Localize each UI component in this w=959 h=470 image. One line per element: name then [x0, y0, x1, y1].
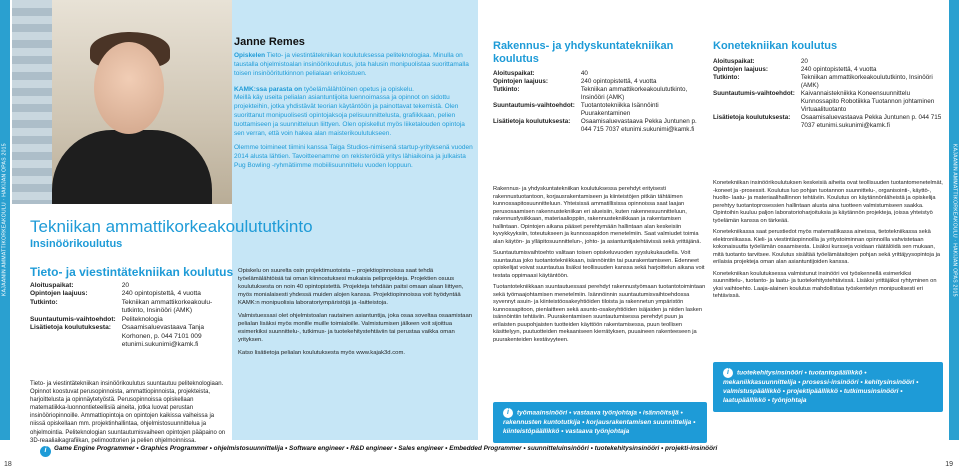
info-key: Lisätietoja koulutuksesta: [713, 114, 791, 122]
body-paragraph: Tuotantotekniikkaan suuntautuessasi perehdyt rakennustyömaan tuotantotoimintaan sekä työmaajohtamisen menetelmiin. Isännöinnin suuntautumisvaihtoehdossa syvennyt asuin- ja kiinteistöosakeyhtiöiden tiloista ja rakennetun ympäristön kunnossapitoon, pienlaitteen sekä asunto-osakeyhtiöiden isäjaiden ja niiden lasken isännöintiin tehtäviin. Puurakentamisen suuntautumisessa perehdyt puun ja erilaisten puupohjaisten tuotteiden käyttöön rakentamisessa, puun teollisen käsittelyyn, puutuotteiden mekaaniseen kierrätyksen, puuaineen rakenteeseen ja puurakenteiden kestävyyteen. [493, 284, 706, 343]
body-paragraph: Katso lisätietoja pelialan koulutuksesta myös www.kajak3d.com. [238, 349, 405, 356]
ryt-info [493, 70, 708, 134]
info-value: Tekniikan ammattikorkeakoulututkinto, Insinööri (AMK) [580, 86, 688, 102]
info-icon: i [40, 446, 51, 457]
body-paragraph: Suuntautumisvaihtoehto valitaan toisen opiskeluvuoden syyslukukaudella. Voit suuntautua joko tuotantotekniikkaan, isännöintiin tai puurakentamiseen. Edenneet opiskelijat voivat suuntautua lisäksi teollisuuden kanssa sekä harjoittelun aikana voit testata oppimaasi käytäntöön. [493, 250, 705, 279]
photo-shirt [52, 130, 212, 204]
tvt-body-cont [238, 268, 474, 358]
info-key: Aloituspaikat: [30, 282, 74, 289]
footer-text: Game Engine Programmer • Graphics Programmer • ohjelmistosuunnittelija • Software engineer • R&D engineer • Sales engineer • Embedded Programmer • suunnitteluinsinööri • tuotekehitysinsinööri • projekti-insinööri [54, 445, 718, 452]
info-value: Tekniikan ammattikorkeakoulututkinto, Insinööri (AMK) [800, 74, 933, 90]
info-value: Peliteknologia [121, 315, 163, 323]
ryt-body [493, 186, 707, 344]
info-key: Suuntautumis-vaihtoehdot: [493, 102, 575, 110]
info-key: Opintojen laajuus: [30, 290, 88, 298]
info-key: Aloituspaikat: [713, 58, 755, 65]
background-shelf [12, 0, 52, 204]
info-key: Suuntautumis-vaihtoehdot: [30, 315, 116, 323]
body-paragraph: Opiskelu on suurelta osin projektimuotoista – projektiopinnoissa saat tehdä työelämälähtöisiä tai oman kiinnostuksesi mukaisia peliprojekteja. Projektien osuus koulutuksesta on noin 40 opintopistettä. Projekteja tehdään paitsi omaan alaan liittyen, myös monialaisesti yhdessä muiden alojen kanssa. Projektiopinnoissa voit hyödyntää KAMK:n monipuolisia laboratoriympäristöjä ja -laitteistoja. [238, 268, 464, 306]
side-strip-left [0, 0, 10, 440]
footer-career-list [40, 444, 920, 453]
info-value: 20 [121, 282, 130, 289]
info-key: Opintojen laajuus: [713, 66, 768, 74]
tvt-body: Tieto- ja viestintätekniikan insinöörikoulutus suuntautuu peliteknologiaan. Opinnot koostuvat perusopinnoista, ammattiopinnoista, projekteista, harjoittelusta ja opinnäytetyöstä. Perusopinnoissa opiskellaan matematiikka-luonnontieteellisiä aineita, jotka luovat perustan insinööriopinnoille. Ammattiopintoja on opintojen kaikissa vaiheissa ja niissä opiskellaan mm. projektinhallintaa, ohjelmistosuunnittelua ja ohjelmointia. Peliteknologian suuntautumisvaiheen opintojen pääpaino on 3D-reaaliaikagrafiikan, pelimoottorien ja pelien ohjelmoinnissa. [30, 381, 226, 444]
testimonial-paragraph: Olemme toimineet tiimini kanssa Taiga Studios-nimisenä startup-yrityksenä vuoden 2014 alusta lähtien. Tavoitteenamme on rekisteröidä yritys lähiaikoina ja julkaista Pug Bowling -ryhmätiimme mobiilisuunnittelu vuoden loppuun. [234, 144, 473, 169]
tvt-heading: Tieto- ja viestintätekniikan koulutus [30, 265, 234, 279]
info-value: Osaamisaluevastaava Pekka Juntunen p. 044 715 7037 etunimi.sukunimi@kamk.fi [580, 118, 697, 134]
page-subtitle: Insinöörikoulutus [30, 238, 123, 250]
kt-body [713, 180, 943, 301]
intro-text: Tieto- ja viestintätekniikan koulutuksessa peliteknologiaa. Minulla on taustalla ohjelmistoalan insinöörikoulutus, jota halusin monipuolistaa suorittamalla toisen insinööritutkinnon pelialaan erikoistuen. [234, 52, 469, 78]
ryt-career-tags: työmaainsinööri • vastaava työnjohtaja • isännöitsijä • rakennusten kuntotutkija • korjausrakentamisen suunnittelija • kiinteistöpäällikkö • vastaava työnjohtaja [503, 409, 696, 435]
info-value: Tuotantotekniikka Isännöinti Puurakentaminen [580, 102, 659, 118]
info-icon: i [723, 368, 733, 378]
side-text-right: KAJAANIN AMMATTIKORKEAKOULU · HAKIJAN OPAS 2015 [951, 143, 958, 297]
testimonial-subheading [234, 85, 474, 94]
kt-info [713, 58, 943, 130]
info-icon: i [503, 408, 513, 418]
student-photo [12, 0, 232, 204]
kt-career-box [713, 362, 943, 412]
side-text-left: KAJAANIN AMMATTIKORKEAKOULU · HAKIJAN OPAS 2015 [1, 143, 8, 297]
info-key: Opintojen laajuus: [493, 78, 548, 86]
page-title: Tekniikan ammattikorkeakoulututkinto [30, 217, 313, 236]
info-key: Tutkinto: [713, 74, 740, 82]
info-value: 40 [580, 70, 588, 77]
body-paragraph: Konetekniikan insinöörikoulutuksen keskeisiä aiheita ovat teollisuuden tuotantomenetelmät, -koneet ja -prosessit. Koulutus luo pohjan tuotannon suunnittelu-, organisointi-, käyttö-, huolto- laatu- ja materiaalihallinnon tehtäviin. Koulutus on käytännönläheistä ja opiskelija perehtyy tuotantoprosessien hallintaan alusta aina tuotteen valmistumiseen saakka. Opintoihin kuuluu paljon laboratorioharjoituksia ja käytännön projekteja, joissa yhteistyö työelämän kanssa on tärkeää. [713, 180, 943, 224]
testimonial-paragraph: Meillä käy useita pelialan asiantuntijoita luennoimassa ja opinnot on sidottu projekteihin, jotka yhdistävät teorian käytäntöön ja painottavat tekemistä. Olen suorittanut monipuolisesti opintojaksoja pelisuunnittelusta, grafiikkaan, pelien tuottamiseen ja suunnitteluun liittyen. Olen opiskellut myös liiketalouden opintoja sen verran, että voin hakea alan maisterikoulutukseen. [234, 94, 465, 138]
subheading-rest: työelämälähtöinen opetus ja opiskelu. [304, 86, 414, 94]
info-value: Kaivannaistekniikka Koneensuunnittelu Kunnossapito Robotiikka Tuotannon johtaminen Virtuaalituotanto [800, 90, 935, 114]
info-value: 20 [800, 58, 808, 65]
info-key: Tutkinto: [493, 86, 520, 94]
body-paragraph: Valmistuessasi olet ohjelmistoalan rautainen asiantuntija, joka osaa soveltaa osaamistaan pelialan lisäksi myös monille muille toimialoille. Valmistumisen jälkeen voit sijoittua esimerkiksi suunnittelu-, tutkimus- ja tuotekehitystehtäviin tai perustaa vaikka oman yrityksen. [238, 312, 473, 343]
tvt-info [30, 282, 230, 350]
info-key: Tutkinto: [30, 298, 58, 306]
body-paragraph: Rakennus- ja yhdyskuntatekniikan koulutuksessa perehdyt erityisesti rakennustuotantoon, korjausrakentamiseen ja kiinteistöjen pitkän tähtäimen kunnossapitosuunnitteluun. Yhteisissä ammatillisissa opinnoissa saat laajan perusosaamisen rakennustekniikan eri alueisiin, kuten rakennesuunnitteluun, rakennusfysiikkaan, materiaalioppiin, rakennustekniikkaan ja rakentamisen hallintaan. Opintojen aikana pääset perehtymään hallintaan alan keskeisiin kyvykkyyksiin, toteutukseen ja kunnossapidon menetelmiin. Saat valmiudet toimia alan käytön- ja ylläpitosuunnittelun-, johto- ja asiantuntijatehtävissä sekä yrittäjänä. [493, 186, 702, 245]
ryt-career-box [493, 402, 707, 443]
info-value: Tekniikan ammattikorkeakoulu-tutkinto, Insinööri (AMK) [121, 298, 213, 315]
info-key: Lisätietoja koulutuksesta: [493, 118, 571, 126]
side-strip-right [949, 0, 959, 440]
info-value: 240 opintopistettä, 4 vuotta [800, 66, 877, 74]
photo-face [94, 42, 164, 134]
page-number-left: 18 [4, 461, 12, 468]
info-value: Osaamisaluevastaava Pekka Juntunen p. 044 715 7037 etunimi.sukunimi@kamk.fi [800, 114, 942, 130]
kt-career-tags: tuotekehitysinsinööri • tuotantopäällikkö • mekaniikkasuunnittelija • prosessi-insinööri • kehitysinsinööri • valmistuspäällikkö • projektipäällikkö • tutkimusinsinööri • laatupäällikkö • työnjohtaja [723, 369, 919, 404]
info-key: Aloituspaikat: [493, 70, 535, 77]
testimonial-intro [234, 52, 474, 79]
body-paragraph: Konetekniikassa saat perustiedot myös matematiikassa aineissa, tietotekniikassa sekä elektroniikassa. Kieli- ja viestintäopinnoilla ja yritystoiminnan opinnoilla vahvistetaan kokonaisuutta työelämän osaamisesta. Lisäksi kursseja voidaan räätälöidä sen mukaan, mitä tuotanto tarvitsee. Koulutus sisältää työelämätaitojen pohjan sekä yrittäjyysopintoja ja erilaisia projekteja oman alan asiantuntijoiden kanssa. [713, 229, 940, 266]
info-value: 240 opintopistettä, 4 vuotta [580, 78, 657, 86]
ryt-heading: Rakennus- ja yhdyskuntatekniikan koulutus [493, 40, 674, 65]
body-paragraph: Konetekniikan koulutuksessa valmistunut insinööri voi työskennellä esimerkiksi suunnittelu-, tuotanto- ja laatu- ja tuotekehitystehtävissä. Lisäksi yrittäjäksi ryhtyminen on yksi vaihtoehto. Laaja-alainen koulutus mahdollistaa työskentelyn monipuolisesti eri tehtävissä. [713, 270, 937, 300]
info-value: 240 opintopistettä, 4 vuotta [121, 290, 201, 298]
info-value: Osaamisaluevastaava Tanja Korhonen, p. 044 7101 009 etunimi.sukunimi@kamk.fi [121, 324, 205, 349]
info-key: Lisätietoja koulutuksesta: [30, 324, 111, 332]
subheading-bold: KAMK:ssa parasta on [234, 86, 303, 94]
info-key: Suuntautumis-vaihtoehdot: [713, 90, 795, 98]
kt-heading: Konetekniikan koulutus [713, 40, 838, 52]
page-number-right: 19 [945, 461, 953, 468]
intro-bold: Opiskelen [234, 52, 266, 60]
testimonial-name: Janne Remes [234, 36, 305, 48]
testimonial [234, 35, 474, 176]
